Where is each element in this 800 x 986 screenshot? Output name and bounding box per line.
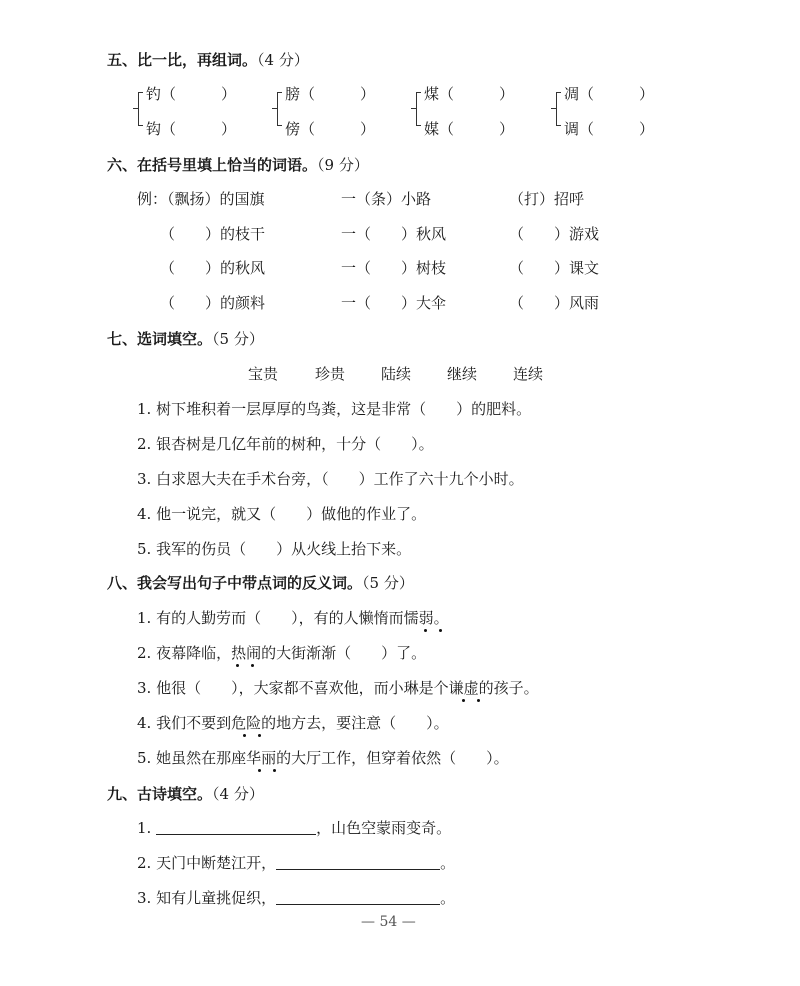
poem-line-3-suffix: 。 <box>440 889 456 907</box>
page-number: — 54 — <box>361 914 416 930</box>
section5-heading <box>107 50 309 70</box>
section9-score: （4 分） <box>212 785 264 803</box>
section7-item-1: 1. 树下堆积着一层厚厚的鸟粪，这是非常（ ）的肥料。 <box>137 400 532 418</box>
poem-line-1-suffix: ，山色空蒙雨变奇。 <box>316 819 452 837</box>
brace-icon <box>138 92 145 126</box>
word-choice-5: 连续 <box>513 365 544 383</box>
example-col2: 一（条）小路 <box>341 190 432 208</box>
poem-line-2-prefix: 2. 天门中断楚江开， <box>137 854 277 872</box>
emphasis-dot <box>251 664 254 667</box>
poem-line-1 <box>137 818 451 838</box>
section9-heading <box>107 784 264 804</box>
emphasis-dot <box>477 699 480 702</box>
emphasis-dot <box>439 629 442 632</box>
section7-item-5: 5. 我军的伤员（ ）从火线上抬下来。 <box>137 540 412 558</box>
compare-bottom-3: 媒（ ） <box>424 120 515 138</box>
emphasis-dot <box>273 769 276 772</box>
poem-line-2-suffix: 。 <box>440 854 456 872</box>
word-choice-4: 继续 <box>447 365 478 383</box>
example-col1: 例：（飘扬）的国旗 <box>137 190 265 208</box>
brace-icon <box>416 92 423 126</box>
section5-title: 五、比一比，再组词。 <box>107 51 258 69</box>
fill-row3-col2: 一（ ）大伞 <box>341 294 447 312</box>
brace-icon <box>556 92 563 126</box>
section6-score: （9 分） <box>317 156 369 174</box>
emphasis-dot <box>243 734 246 737</box>
section8-score: （5 分） <box>362 574 414 592</box>
section8-title: 八、我会写出句子中带点词的反义词。 <box>107 574 363 592</box>
poem-line-2 <box>137 853 455 873</box>
compare-bottom-1: 钩（ ） <box>146 120 237 138</box>
section8-item-4: 4. 我们不要到危险的地方去，要注意（ ）。 <box>137 714 449 732</box>
fill-row2-col1: （ ）的秋风 <box>160 259 266 277</box>
section7-item-2: 2. 银杏树是几亿年前的树种，十分（ ）。 <box>137 435 434 453</box>
example-col3: （打）招呼 <box>509 190 585 208</box>
section8-item-1: 1. 有的人勤劳而（ ），有的人懒惰而懦弱。 <box>137 609 449 627</box>
word-choice-1: 宝贵 <box>248 365 279 383</box>
compare-bottom-4: 调（ ） <box>564 120 655 138</box>
compare-top-3: 煤（ ） <box>424 85 515 103</box>
fill-row3-col3: （ ）风雨 <box>509 294 600 312</box>
poem-line-3 <box>137 888 455 908</box>
section9-title: 九、古诗填空。 <box>107 785 213 803</box>
brace-icon <box>277 92 284 126</box>
emphasis-dot <box>258 734 261 737</box>
poem-blank-2[interactable] <box>276 853 440 870</box>
compare-bottom-2: 傍（ ） <box>285 120 376 138</box>
fill-row1-col2: 一（ ）秋风 <box>341 225 447 243</box>
section7-item-4: 4. 他一说完，就又（ ）做他的作业了。 <box>137 505 427 523</box>
emphasis-dot <box>258 769 261 772</box>
poem-line-3-prefix: 3. 知有儿童挑促织， <box>137 889 277 907</box>
section6-title: 六、在括号里填上恰当的词语。 <box>107 156 318 174</box>
fill-row2-col2: 一（ ）树枝 <box>341 259 447 277</box>
poem-blank-1[interactable] <box>156 818 316 835</box>
word-choice-2: 珍贵 <box>315 365 346 383</box>
section8-item-3: 3. 他很（ ），大家都不喜欢他，而小琳是个谦虚的孩子。 <box>137 679 539 697</box>
fill-row1-col3: （ ）游戏 <box>509 225 600 243</box>
section5-score: （4 分） <box>257 51 309 69</box>
compare-top-1: 钓（ ） <box>146 85 237 103</box>
word-choice-3: 陆续 <box>381 365 412 383</box>
fill-row2-col3: （ ）课文 <box>509 259 600 277</box>
section8-item-2: 2. 夜幕降临，热闹的大街渐渐（ ）了。 <box>137 644 427 662</box>
poem-blank-3[interactable] <box>276 888 440 905</box>
compare-top-4: 凋（ ） <box>564 85 655 103</box>
section7-title: 七、选词填空。 <box>107 330 213 348</box>
emphasis-dot <box>236 664 239 667</box>
poem-line-1-prefix: 1. <box>137 819 152 837</box>
section6-heading <box>107 155 369 175</box>
section8-heading <box>107 573 414 593</box>
compare-top-2: 膀（ ） <box>285 85 376 103</box>
section7-item-3: 3. 白求恩大夫在手术台旁，（ ）工作了六十九个小时。 <box>137 470 524 488</box>
section7-score: （5 分） <box>212 330 264 348</box>
section8-item-5: 5. 她虽然在那座华丽的大厅工作，但穿着依然（ ）。 <box>137 749 509 767</box>
section7-heading <box>107 329 264 349</box>
fill-row1-col1: （ ）的枝干 <box>160 225 266 243</box>
fill-row3-col1: （ ）的颜料 <box>160 294 266 312</box>
emphasis-dot <box>424 629 427 632</box>
emphasis-dot <box>462 699 465 702</box>
